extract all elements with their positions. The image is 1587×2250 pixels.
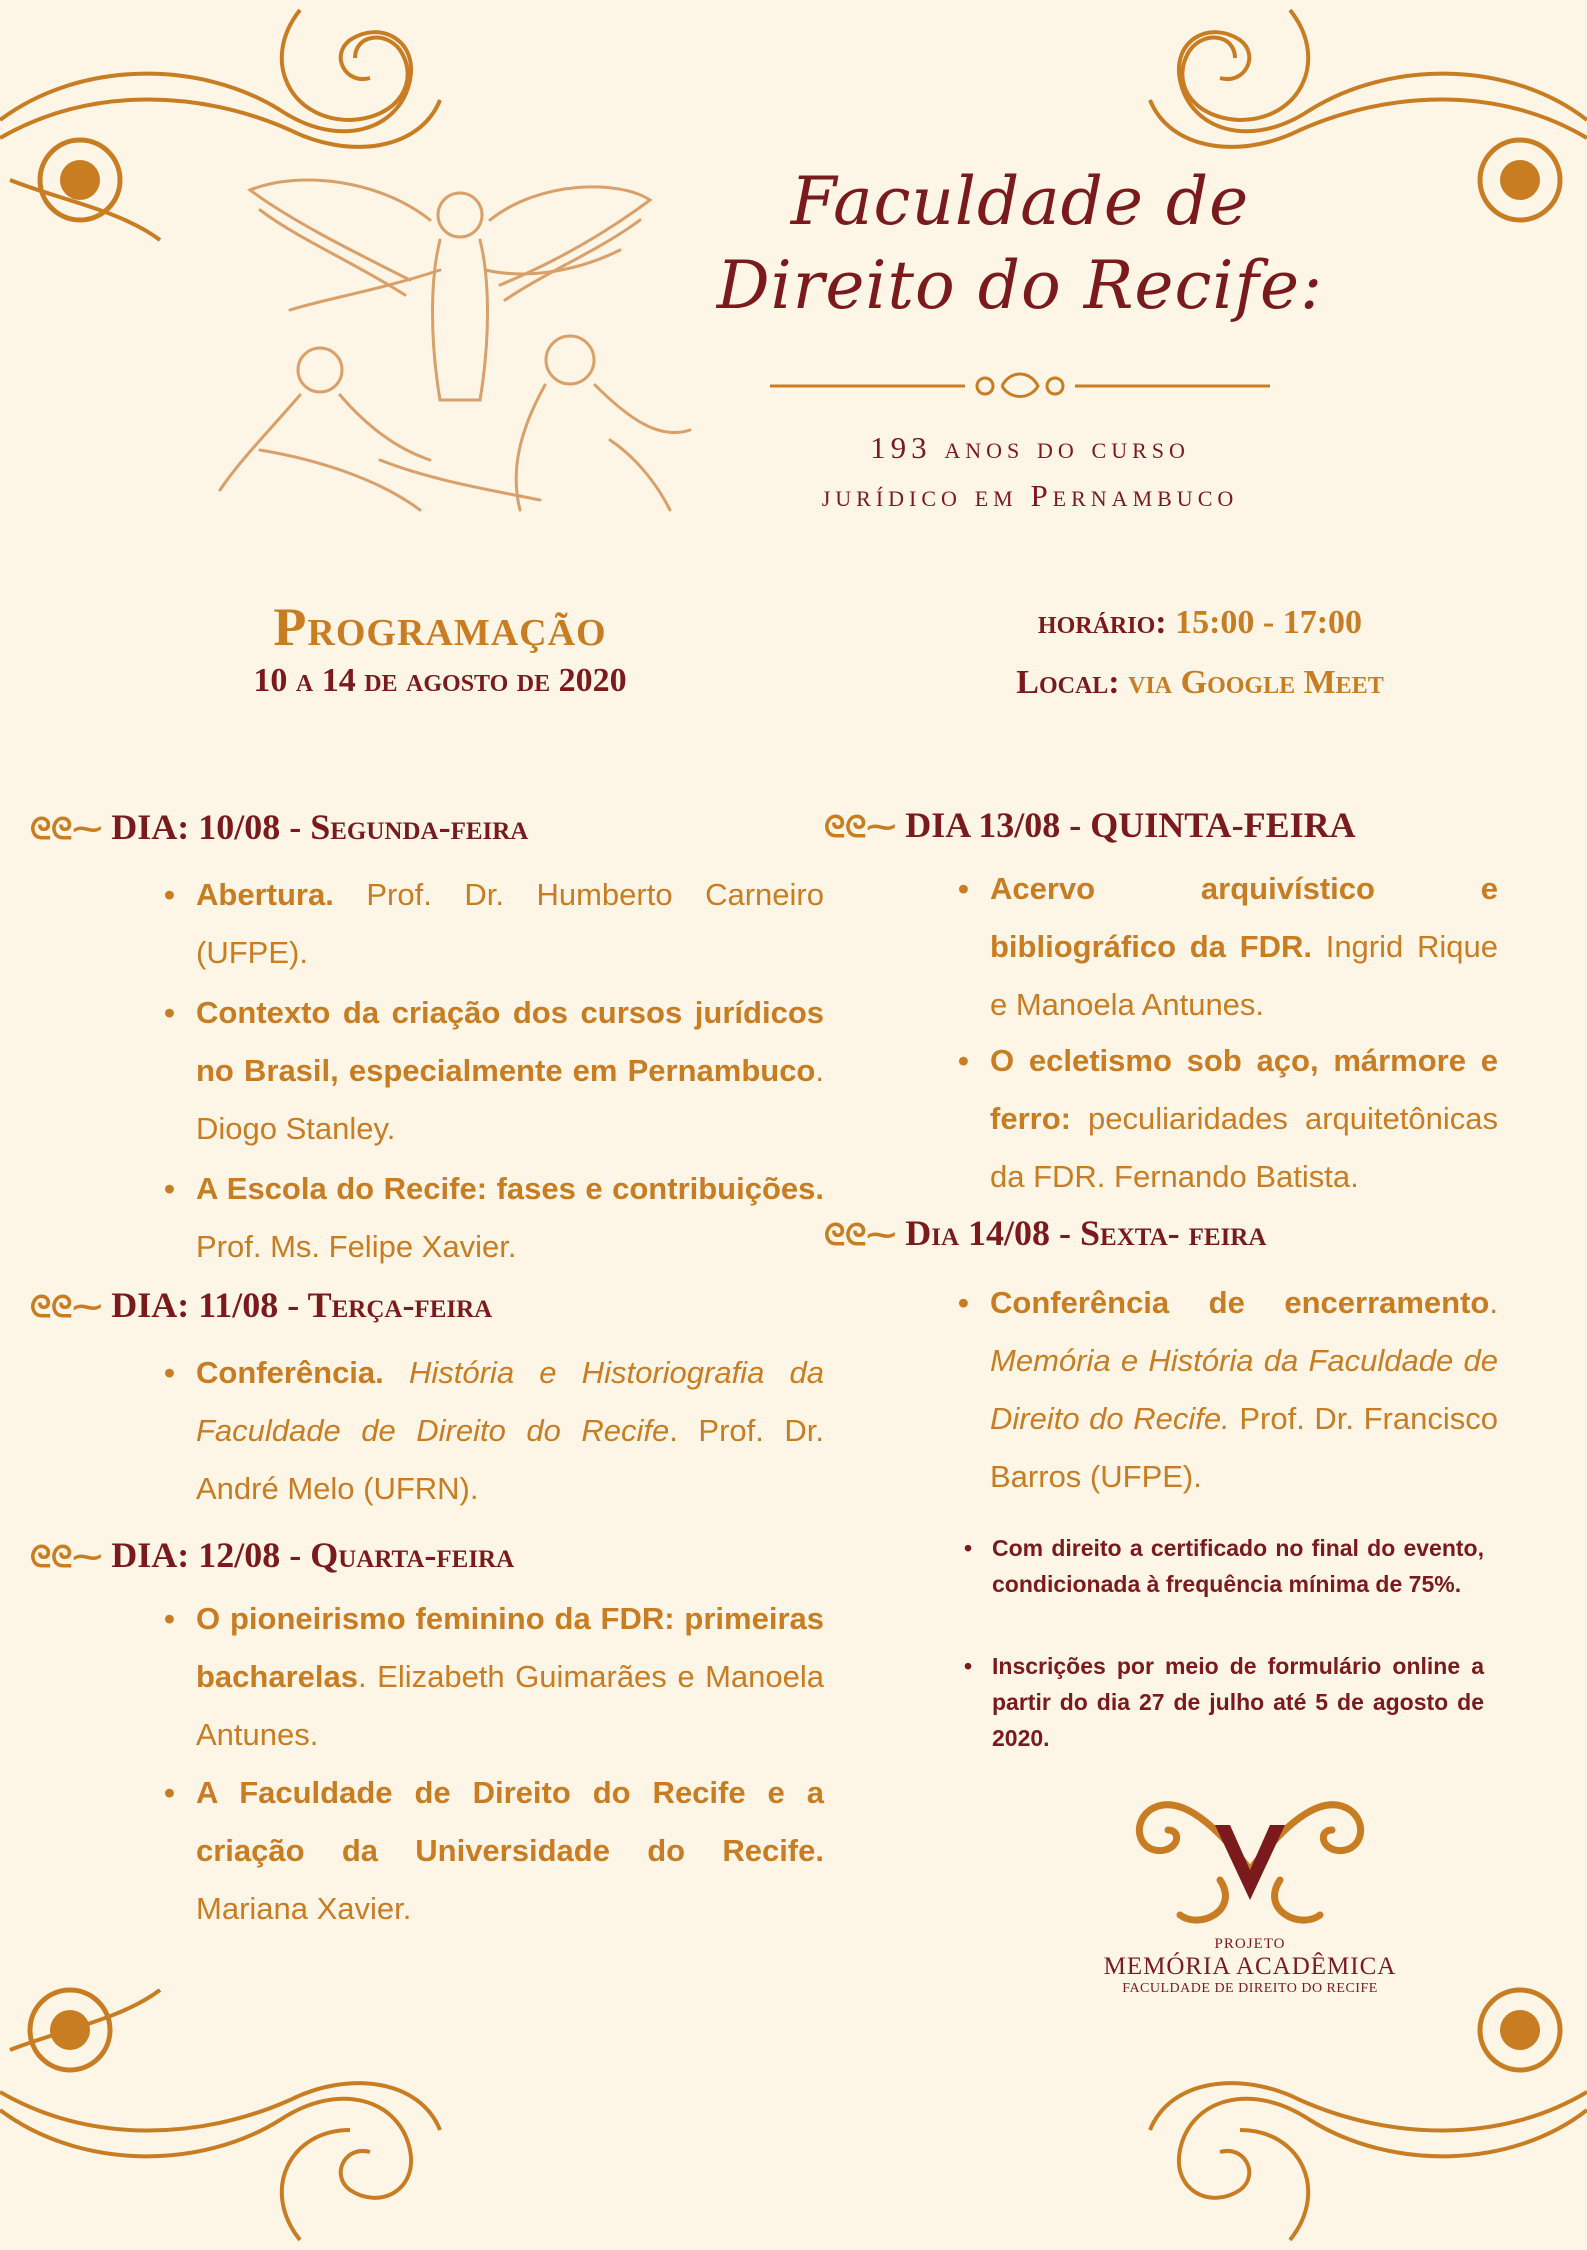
title-line-2: Direito do Recife: — [716, 247, 1324, 324]
event-d4-2: • O ecletismo sob aço, mármore e ferro: peculiaridades arquitetônicas da FDR. Fernando Batista. — [958, 1043, 1498, 1194]
logo-text — [1080, 1936, 1420, 1997]
event-d3-2-speaker: Mariana Xavier. — [196, 1891, 412, 1926]
day-heading-ornament-icon: ᘓᘓ⁓ — [30, 812, 103, 847]
day-heading-5 — [824, 1212, 1266, 1254]
note-certificado-text: Com direito a certificado no final do evento, condicionada à frequência mínima de 75%. — [992, 1535, 1484, 1597]
note-certificado: • Com direito a certificado no final do evento, condicionada à frequência mínima de 75%. — [964, 1535, 1484, 1597]
day-heading-ornament-icon: ᘓᘓ⁓ — [30, 1290, 103, 1325]
horario-line — [900, 604, 1500, 642]
event-d1-1-title: Abertura. — [196, 877, 334, 912]
memoria-academica-logo — [1100, 1770, 1400, 1940]
event-d1-2-speaker: . Diogo Stanley. — [196, 1053, 824, 1146]
horario-value: 15:00 - 17:00 — [1175, 604, 1363, 641]
event-d3-2-title: A Faculdade de Direito do Recife e a criação da Universidade do Recife. — [196, 1775, 824, 1868]
day-heading-ornament-icon: ᘓᘓ⁓ — [824, 1218, 897, 1253]
event-d2-1-theme: História e Historiografia da Faculdade de Direito do Recife — [196, 1355, 824, 1448]
subtitle-line-2: jurídico em Pernambuco — [821, 478, 1239, 513]
event-d3-2: • A Faculdade de Direito do Recife e a criação da Universidade do Recife. Mariana Xavier. — [164, 1775, 824, 1926]
event-d3-1-speaker: . Elizabeth Guimarães e Manoela Antunes. — [196, 1659, 824, 1752]
event-d1-1: • Abertura. Prof. Dr. Humberto Carneiro (UFPE). — [164, 877, 824, 970]
programacao-title: Programação — [273, 597, 607, 657]
event-d4-1-speaker: Ingrid Rique e Manoela Antunes. — [990, 929, 1498, 1022]
event-d1-2-title: Contexto da criação dos cursos jurídicos no Brasil, especialmente em Pernambuco — [196, 995, 824, 1088]
day-heading-3-text: DIA: 12/08 - Quarta-feira — [111, 1535, 515, 1575]
event-d3-1-title: O pioneirismo feminino da FDR: primeiras bacharelas — [196, 1601, 824, 1694]
logo-line-2: MEMÓRIA ACADÊMICA — [1103, 1953, 1397, 1980]
logo-line-1: PROJETO — [1214, 1936, 1286, 1952]
subtitle-line-1: 193 anos do curso — [870, 430, 1190, 465]
day-heading-5-text: Dia 14/08 - Sexta- feira — [905, 1213, 1267, 1253]
event-d1-3-speaker: Prof. Ms. Felipe Xavier. — [196, 1229, 517, 1264]
event-d2-1: • Conferência. História e Historiografia da Faculdade de Direito do Recife. Prof. Dr. André Melo (UFRN). — [164, 1355, 824, 1506]
event-d2-1-title: Conferência. — [196, 1355, 384, 1390]
local-value: via Google Meet — [1128, 664, 1384, 701]
angel-statue-illustration — [200, 160, 720, 520]
day-heading-4-text: DIA 13/08 - QUINTA-FEIRA — [905, 805, 1356, 845]
page-title — [700, 160, 1340, 328]
note-inscricoes-text: Inscrições por meio de formulário online a partir do dia 27 de julho até 5 de agosto de 2020. — [992, 1653, 1484, 1751]
event-d4-1: • Acervo arquivístico e bibliográfico da FDR. Ingrid Rique e Manoela Antunes. — [958, 871, 1498, 1022]
day-heading-ornament-icon: ᘓᘓ⁓ — [30, 1540, 103, 1575]
event-d4-2-title: O ecletismo sob aço, mármore e ferro: — [990, 1043, 1498, 1136]
event-d1-1-speaker: Prof. Dr. Humberto Carneiro (UFPE). — [196, 877, 824, 970]
event-d1-3-title: A Escola do Recife: fases e contribuições. — [196, 1171, 824, 1206]
bottom-left-swirl-ornament — [0, 1950, 480, 2245]
subtitle — [720, 424, 1340, 520]
day-heading-4 — [824, 804, 1356, 846]
event-d2-1-speaker: . Prof. Dr. André Melo (UFRN). — [196, 1413, 824, 1506]
day-heading-1-text: DIA: 10/08 - Segunda-feira — [111, 807, 529, 847]
local-line — [900, 664, 1500, 702]
event-d5-1-title: Conferência de encerramento — [990, 1285, 1490, 1320]
event-d5-1-speaker: Prof. Dr. Francisco Barros (UFPE). — [990, 1401, 1498, 1494]
programacao-dates: 10 a 14 de agosto de 2020 — [253, 662, 627, 699]
event-d3-1: • O pioneirismo feminino da FDR: primeiras bacharelas. Elizabeth Guimarães e Manoela Antunes. — [164, 1601, 824, 1752]
title-line-1: Faculdade de — [790, 163, 1250, 240]
note-inscricoes: • Inscrições por meio de formulário online a partir do dia 27 de julho até 5 de agosto de 2020. — [964, 1653, 1484, 1751]
event-d5-1: • Conferência de encerramento. Memória e História da Faculdade de Direito do Recife. Prof. Dr. Francisco Barros (UFPE). — [958, 1285, 1498, 1494]
event-d1-2: • Contexto da criação dos cursos jurídicos no Brasil, especialmente em Pernambuco. Diogo Stanley. — [164, 995, 824, 1146]
horario-label: horário: — [1037, 604, 1167, 641]
day-heading-2-text: DIA: 11/08 - Terça-feira — [111, 1285, 493, 1325]
event-d4-1-title: Acervo arquivístico e bibliográfico da FDR. — [990, 871, 1498, 964]
title-divider-ornament — [770, 370, 1270, 400]
day-heading-1 — [30, 806, 528, 848]
event-d5-1-theme: Memória e História da Faculdade de Direito do Recife. — [990, 1343, 1498, 1436]
event-d1-3: • A Escola do Recife: fases e contribuições. Prof. Ms. Felipe Xavier. — [164, 1171, 824, 1264]
local-label: Local: — [1016, 664, 1120, 701]
event-d4-2-speaker: peculiaridades arquitetônicas da FDR. Fernando Batista. — [990, 1101, 1498, 1194]
logo-line-3: FACULDADE DE DIREITO DO RECIFE — [1122, 1981, 1378, 1996]
day-heading-3 — [30, 1534, 514, 1576]
event-d5-1-dot: . — [1489, 1285, 1498, 1320]
day-heading-ornament-icon: ᘓᘓ⁓ — [824, 810, 897, 845]
day-heading-2 — [30, 1284, 492, 1326]
